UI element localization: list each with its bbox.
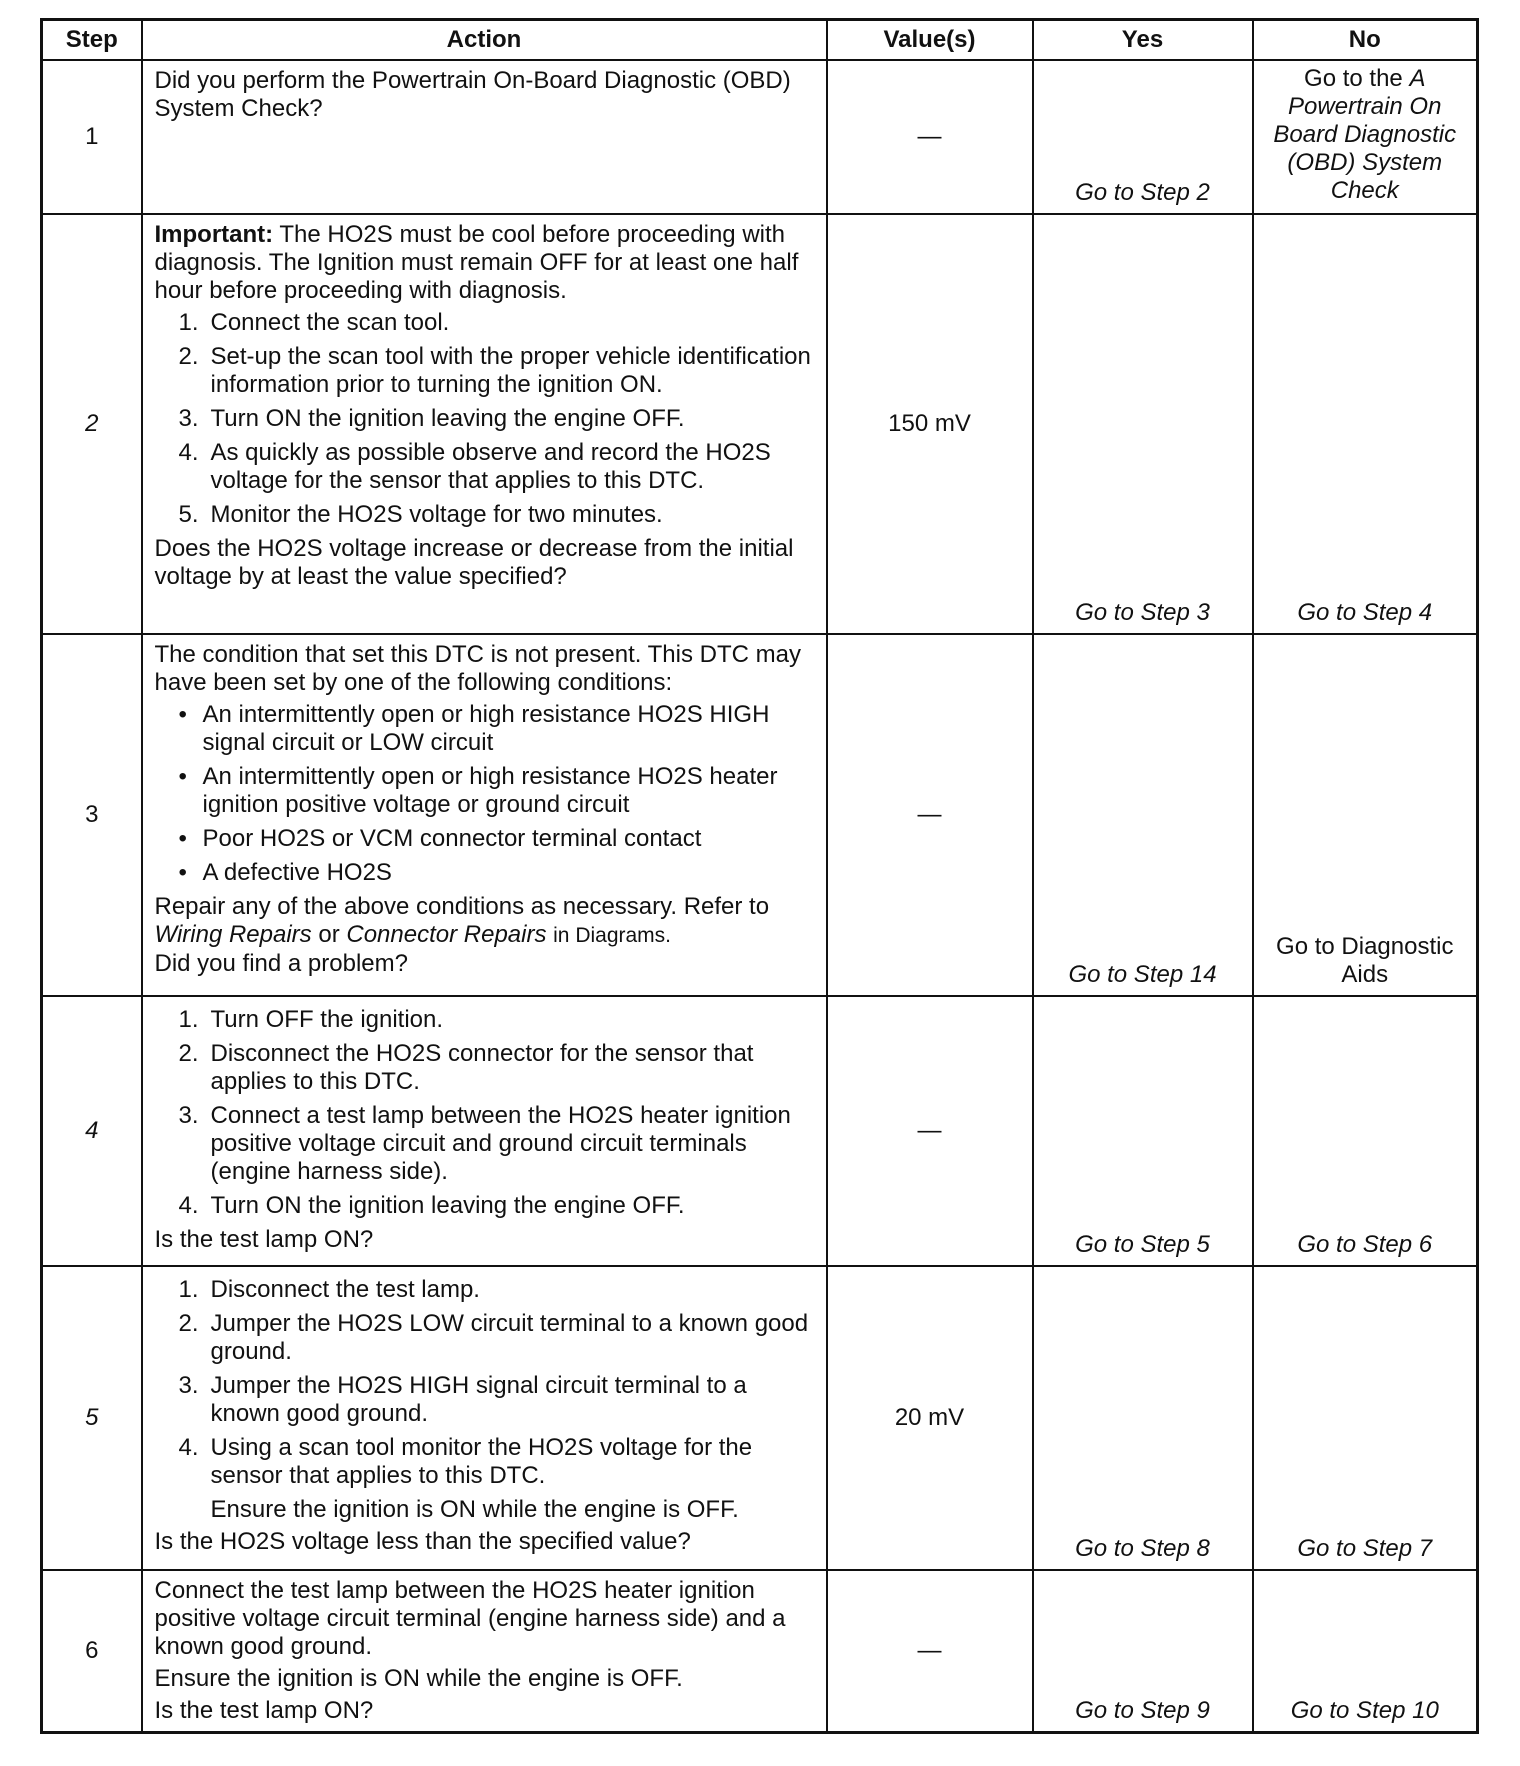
no-cell (1253, 60, 1478, 214)
note-text: Ensure the ignition is ON while the engine is OFF. (210, 1496, 739, 1523)
value-cell: — (827, 60, 1033, 214)
intro-text: The condition that set this DTC is not present. This DTC may have been set by one of the following conditions: (154, 641, 801, 696)
list-item: 5. Monitor the HO2S voltage for two minutes. (178, 501, 663, 528)
question-text: Does the HO2S voltage increase or decrease from the initial voltage by at least the value specified? (154, 535, 794, 590)
header-yes: Yes (1033, 20, 1253, 61)
list-item: • An intermittently open or high resistance HO2S HIGH signal circuit or LOW circuit (178, 701, 770, 756)
action-cell (142, 996, 827, 1266)
list-item: 4. Turn ON the ignition leaving the engine OFF. (178, 1192, 685, 1219)
repair-text: Repair any of the above conditions as necessary. Refer to Wiring Repairs or Connector Repairs in Diagrams. (154, 893, 770, 948)
step-number: 1 (42, 60, 142, 214)
important-label: Important: (154, 221, 274, 248)
condition-list (155, 701, 814, 887)
action-cell (142, 1266, 827, 1570)
step-number: 2 (42, 214, 142, 634)
important-note (155, 221, 814, 305)
yes-cell: Go to Step 8 (1033, 1266, 1253, 1570)
list-item: 3. Connect a test lamp between the HO2S heater ignition positive voltage circuit and ground circuit terminals (engine harness side). (178, 1102, 791, 1185)
list-item: 2. Jumper the HO2S LOW circuit terminal to a known good ground. (178, 1310, 809, 1365)
yes-cell: Go to Step 3 (1033, 214, 1253, 634)
action-text: Connect the test lamp between the HO2S heater ignition positive voltage circuit terminal (engine harness side) and a known good ground. (154, 1577, 786, 1660)
no-prefix: Go to the (1304, 65, 1403, 92)
action-text: Did you perform the Powertrain On-Board Diagnostic (OBD) System Check? (154, 67, 791, 122)
table-row-step-5 (42, 1266, 1478, 1570)
list-item: 2. Set-up the scan tool with the proper vehicle identification information prior to turning the ignition ON. (178, 343, 811, 398)
step-number: 5 (42, 1266, 142, 1570)
list-item: • A defective HO2S (178, 859, 392, 886)
list-item: 3. Turn ON the ignition leaving the engine OFF. (178, 405, 685, 432)
diagnostic-table (40, 18, 1479, 1734)
table-row-step-1 (42, 60, 1478, 214)
step-number: 6 (42, 1570, 142, 1733)
question-text: Did you find a problem? (154, 950, 408, 977)
list-item: 4. As quickly as possible observe and record the HO2S voltage for the sensor that applies to this DTC. (178, 439, 771, 494)
no-cell: Go to Step 6 (1253, 996, 1478, 1266)
important-text: The HO2S must be cool before proceeding with diagnosis. The Ignition must remain OFF for at least one half hour before proceeding with diagnosis. (154, 221, 799, 304)
no-cell: Go to Step 7 (1253, 1266, 1478, 1570)
value-cell: — (827, 996, 1033, 1266)
no-cell: Go to Diagnostic Aids (1253, 634, 1478, 996)
table-row-step-2 (42, 214, 1478, 634)
connector-repairs-ref: Connector Repairs (346, 921, 547, 948)
header-no: No (1253, 20, 1478, 61)
note-text: Ensure the ignition is ON while the engine is OFF. (154, 1665, 683, 1692)
action-cell (142, 214, 827, 634)
no-link: A Powertrain On Board Diagnostic (OBD) System Check (1273, 65, 1457, 204)
no-cell: Go to Step 10 (1253, 1570, 1478, 1733)
header-values: Value(s) (827, 20, 1033, 61)
action-cell (142, 60, 827, 214)
header-action: Action (142, 20, 827, 61)
no-cell: Go to Step 4 (1253, 214, 1478, 634)
step-number: 4 (42, 996, 142, 1266)
yes-cell: Go to Step 14 (1033, 634, 1253, 996)
step-list (155, 309, 814, 529)
yes-cell: Go to Step 5 (1033, 996, 1253, 1266)
question-text: Is the test lamp ON? (154, 1697, 374, 1724)
list-item: • An intermittently open or high resistance HO2S heater ignition positive voltage or ground circuit (178, 763, 778, 818)
list-item: 1. Disconnect the test lamp. (178, 1276, 480, 1303)
step-list (155, 1006, 814, 1220)
table-row-step-3 (42, 634, 1478, 996)
yes-cell: Go to Step 2 (1033, 60, 1253, 214)
value-cell: — (827, 634, 1033, 996)
step-number: 3 (42, 634, 142, 996)
action-cell (142, 634, 827, 996)
list-item: 2. Disconnect the HO2S connector for the sensor that applies to this DTC. (178, 1040, 754, 1095)
table-row-step-6 (42, 1570, 1478, 1733)
table-row-step-4 (42, 996, 1478, 1266)
wiring-repairs-ref: Wiring Repairs (154, 921, 312, 948)
question-text: Is the test lamp ON? (154, 1226, 374, 1253)
value-cell: 20 mV (827, 1266, 1033, 1570)
yes-cell: Go to Step 9 (1033, 1570, 1253, 1733)
list-item: • Poor HO2S or VCM connector terminal contact (178, 825, 702, 852)
list-item: 4. Using a scan tool monitor the HO2S voltage for the sensor that applies to this DTC. (178, 1434, 753, 1489)
action-cell (142, 1570, 827, 1733)
value-cell: 150 mV (827, 214, 1033, 634)
value-cell: — (827, 1570, 1033, 1733)
list-item: 1. Connect the scan tool. (178, 309, 450, 336)
question-text: Is the HO2S voltage less than the specified value? (154, 1528, 691, 1555)
table-header-row (42, 20, 1478, 61)
step-list (155, 1276, 814, 1490)
list-item: 3. Jumper the HO2S HIGH signal circuit terminal to a known good ground. (178, 1372, 747, 1427)
diagnostic-table-page (40, 18, 1476, 1734)
list-item: 1. Turn OFF the ignition. (178, 1006, 444, 1033)
header-step: Step (42, 20, 142, 61)
